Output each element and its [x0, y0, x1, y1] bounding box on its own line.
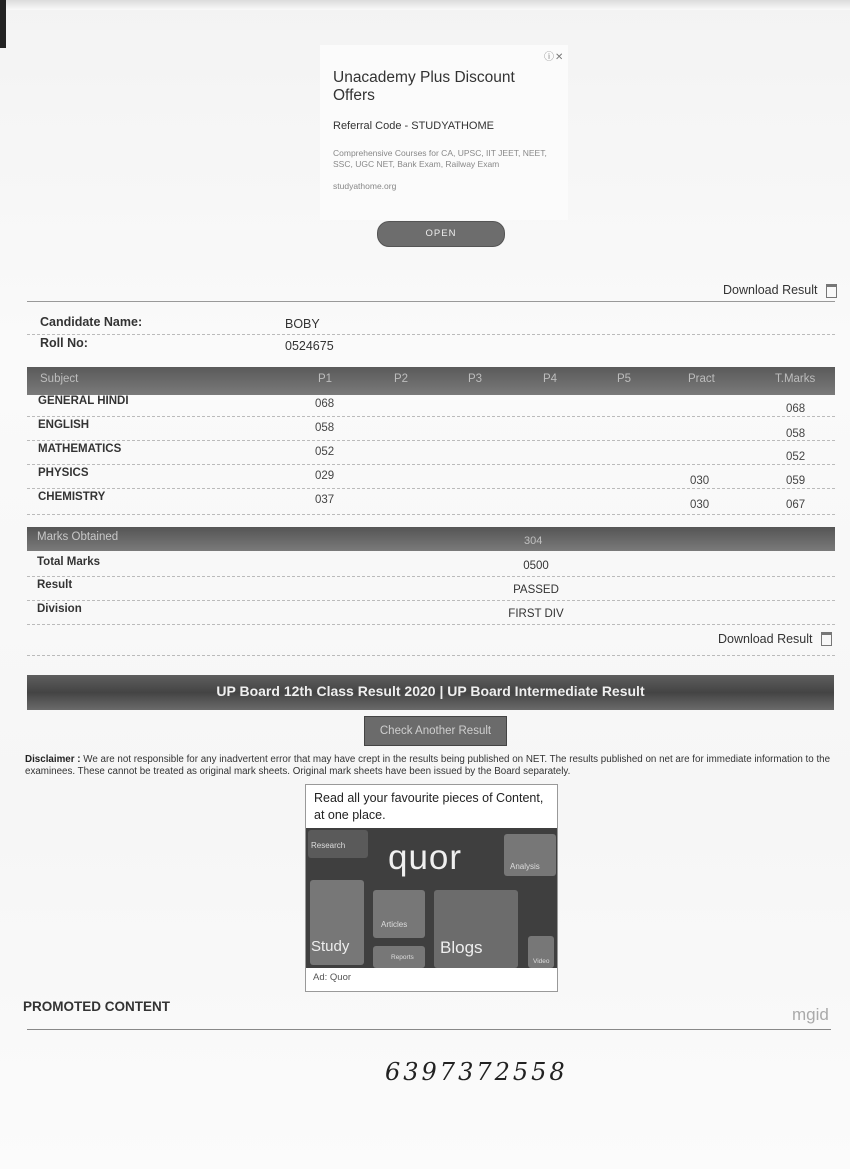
articles-label: Articles [381, 920, 408, 929]
handwritten-phone-number: 6397372558 [385, 1058, 568, 1086]
quora-logo: quor [388, 838, 463, 877]
video-label: Video [533, 958, 550, 965]
marks-obtained-label: Marks Obtained [37, 531, 119, 543]
total-marks-label: Total Marks [37, 556, 101, 568]
download-result-link-top[interactable]: Download Result [723, 283, 818, 297]
header-total-marks: T.Marks [775, 373, 816, 385]
total-marks-value: 0500 [523, 560, 549, 572]
disclaimer-text: We are not responsible for any inadvertent error that may have crept in the results being published on NET. The results published on net are for immediate information to the examinees. These cannot be treated as original mark sheets. Original mark sheets have been issued by the Board separately. [25, 754, 831, 777]
ad-title[interactable]: Unacademy Plus Discount Offers [333, 69, 515, 104]
pract-mark: 030 [690, 499, 710, 511]
total-mark: 059 [786, 475, 806, 487]
ad-site-link[interactable]: studyathome.org [333, 181, 397, 191]
divider [27, 600, 835, 601]
subject-name: CHEMISTRY [38, 491, 106, 503]
ad-quora-footer: Ad: Quor [313, 972, 352, 983]
total-mark: 068 [786, 403, 806, 415]
pract-mark: 030 [690, 475, 710, 487]
division-label: Division [37, 603, 82, 615]
result-value: PASSED [513, 584, 559, 596]
header-p5: P5 [617, 373, 632, 385]
divider [27, 440, 835, 441]
subject-name: MATHEMATICS [38, 443, 122, 455]
header-p2: P2 [394, 373, 409, 385]
division-value: FIRST DIV [508, 608, 564, 620]
disclaimer-label: Disclaimer : [25, 754, 81, 765]
subject-name: ENGLISH [38, 419, 90, 431]
divider [27, 416, 835, 417]
study-label: Study [311, 938, 350, 955]
check-another-result-button[interactable]: Check Another Result [364, 716, 507, 746]
research-label: Research [311, 841, 346, 850]
articles-tile [373, 890, 425, 938]
divider [27, 464, 835, 465]
analysis-label: Analysis [510, 862, 540, 871]
disclaimer [25, 754, 837, 778]
marks-obtained-value: 304 [524, 535, 543, 547]
subject-name: GENERAL HINDI [38, 395, 129, 407]
download-result-link-bottom[interactable]: Download Result [718, 632, 813, 646]
header-pract: Pract [688, 373, 715, 385]
scan-edge-top [0, 0, 850, 10]
divider [27, 334, 835, 335]
divider [27, 488, 835, 489]
download-icon[interactable] [821, 632, 832, 646]
candidate-name-value: BOBY [285, 317, 320, 331]
divider [27, 514, 835, 515]
divider [27, 624, 835, 625]
header-p1: P1 [318, 373, 333, 385]
p1-mark: 029 [315, 470, 335, 482]
marks-obtained-bar [27, 527, 835, 551]
header-subject: Subject [40, 373, 79, 385]
header-p4: P4 [543, 373, 558, 385]
download-icon[interactable] [826, 284, 837, 298]
divider [27, 301, 835, 302]
ad-quora-headline[interactable]: Read all your favourite pieces of Content, at one place. [314, 791, 544, 822]
total-mark: 052 [786, 451, 806, 463]
divider [27, 655, 835, 656]
result-label: Result [37, 579, 73, 591]
header-p3: P3 [468, 373, 483, 385]
subject-name: PHYSICS [38, 467, 89, 479]
divider [27, 576, 835, 577]
roll-no-label: Roll No: [40, 336, 88, 350]
p1-mark: 058 [315, 422, 335, 434]
ad-referral-code: Referral Code - STUDYATHOME [333, 120, 494, 132]
banner-title[interactable]: UP Board 12th Class Result 2020 | UP Board Intermediate Result [216, 683, 645, 699]
total-mark: 067 [786, 499, 806, 511]
p1-mark: 068 [315, 398, 335, 410]
p1-mark: 037 [315, 494, 335, 506]
divider [27, 1029, 831, 1030]
mgid-logo[interactable]: mgid [792, 1005, 829, 1024]
promoted-content-heading: PROMOTED CONTENT [23, 999, 170, 1014]
blogs-label: Blogs [440, 938, 483, 957]
ad-description: Comprehensive Courses for CA, UPSC, IIT JEET, NEET, SSC, UGC NET, Bank Exam, Railway Exam [333, 148, 547, 169]
candidate-name-label: Candidate Name: [40, 315, 143, 329]
p1-mark: 052 [315, 446, 335, 458]
total-mark: 058 [786, 428, 806, 440]
roll-no-value: 0524675 [285, 339, 334, 353]
ad-choices-icon[interactable]: ⓘ✕ [544, 52, 565, 63]
ad-open-button[interactable]: OPEN [377, 221, 505, 247]
reports-label: Reports [391, 954, 414, 961]
scan-edge-left [0, 0, 6, 48]
